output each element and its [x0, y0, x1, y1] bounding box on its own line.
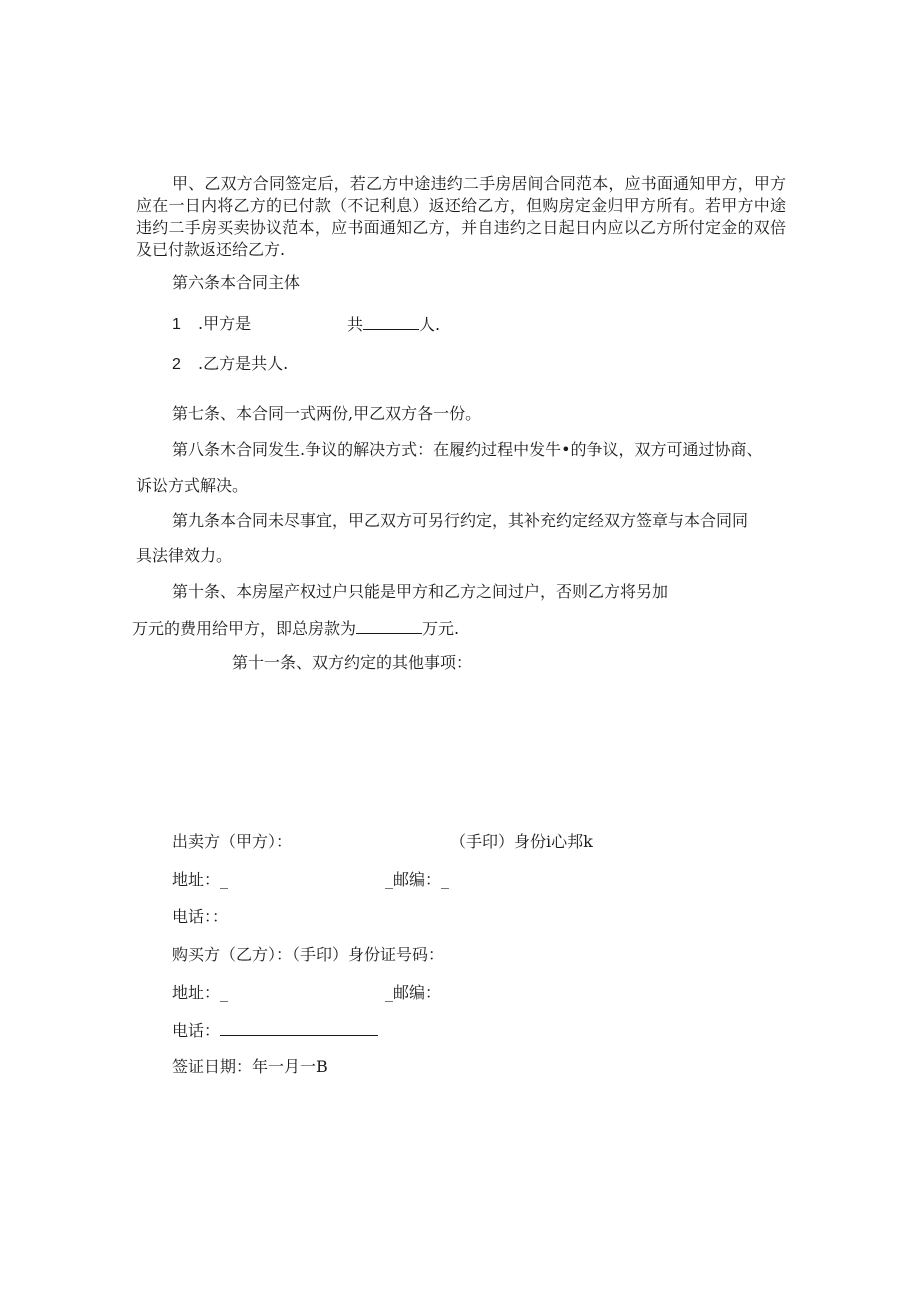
article-6-title: 第六条本合同主体: [172, 273, 301, 292]
article-7: 第七条、本合同一式两份,甲乙双方各一份。: [172, 404, 482, 423]
refund-clause-text: 甲、乙双方合同签定后，若乙方中途违约二手房居间合同范本，应书面通知甲方，甲方应在一日内将乙方的已付款（不记利息）返还给乙方，但购房定金归甲方所有。若甲方中途违约二手房买卖协议范本，应书面通知乙方，并自违约之日起日内应以乙方所付定金的双倍及已付款返还给乙方.: [136, 174, 786, 259]
item-2-text: .乙方是共人.: [198, 354, 289, 373]
article-9-line-1: 第九条本合同未尽事宜，甲乙双方可另行约定，其补充约定经双方签章与本合同同: [172, 511, 749, 530]
buyer-postcode: _邮编：: [385, 983, 442, 1002]
seller-postcode: _邮编：_: [385, 870, 450, 889]
buyer-phone-label: 电话：: [172, 1021, 221, 1040]
item-1-number: 1: [172, 316, 181, 333]
item-1-total-label: 共: [347, 315, 364, 334]
buyer-label: 购买方（乙方）：（手印）身份证号码：: [172, 945, 445, 964]
item-1-count-blank[interactable]: [363, 314, 419, 330]
item-1-unit: 人.: [419, 315, 441, 334]
item-1-text: .甲方是: [198, 314, 252, 333]
article-10-line-2: [132, 618, 459, 639]
article-8-line-2: 诉讼方式解决。: [136, 476, 249, 495]
article-10-unit: 万元.: [422, 619, 460, 638]
item-2-number: 2: [172, 356, 181, 373]
article-6-item-1: [172, 314, 251, 335]
seller-label: 出卖方（甲方）：: [172, 832, 293, 851]
article-8-line-1: 第八条木合同发生.争议的解决方式：在履约过程中发牛•的争议，双方可通过协商、: [172, 440, 763, 459]
article-10-line-1: 第十条、本房屋产权过户只能是甲方和乙方之间过户，否则乙方将另加: [172, 582, 669, 601]
seller-phone: 电话：：: [172, 907, 229, 926]
article-6-item-2: [172, 354, 288, 375]
buyer-phone: [172, 1020, 378, 1041]
article-11: 第十一条、双方约定的其他事项：: [232, 653, 473, 672]
total-price-blank[interactable]: [356, 618, 422, 634]
item-1-total: [347, 314, 440, 335]
sign-date: 签证日期：年一月一B: [172, 1057, 328, 1076]
refund-clause-paragraph: [136, 173, 786, 261]
seller-sign-id: （手印）身份i心邦k: [450, 832, 593, 851]
buyer-address: 地址：_: [172, 983, 229, 1002]
article-10-fee-text: 万元的费用给甲方，即总房款为: [132, 619, 357, 638]
seller-address: 地址：_: [172, 870, 229, 889]
buyer-phone-blank[interactable]: [220, 1020, 378, 1036]
article-9-line-2: 具法律效力。: [136, 546, 233, 565]
